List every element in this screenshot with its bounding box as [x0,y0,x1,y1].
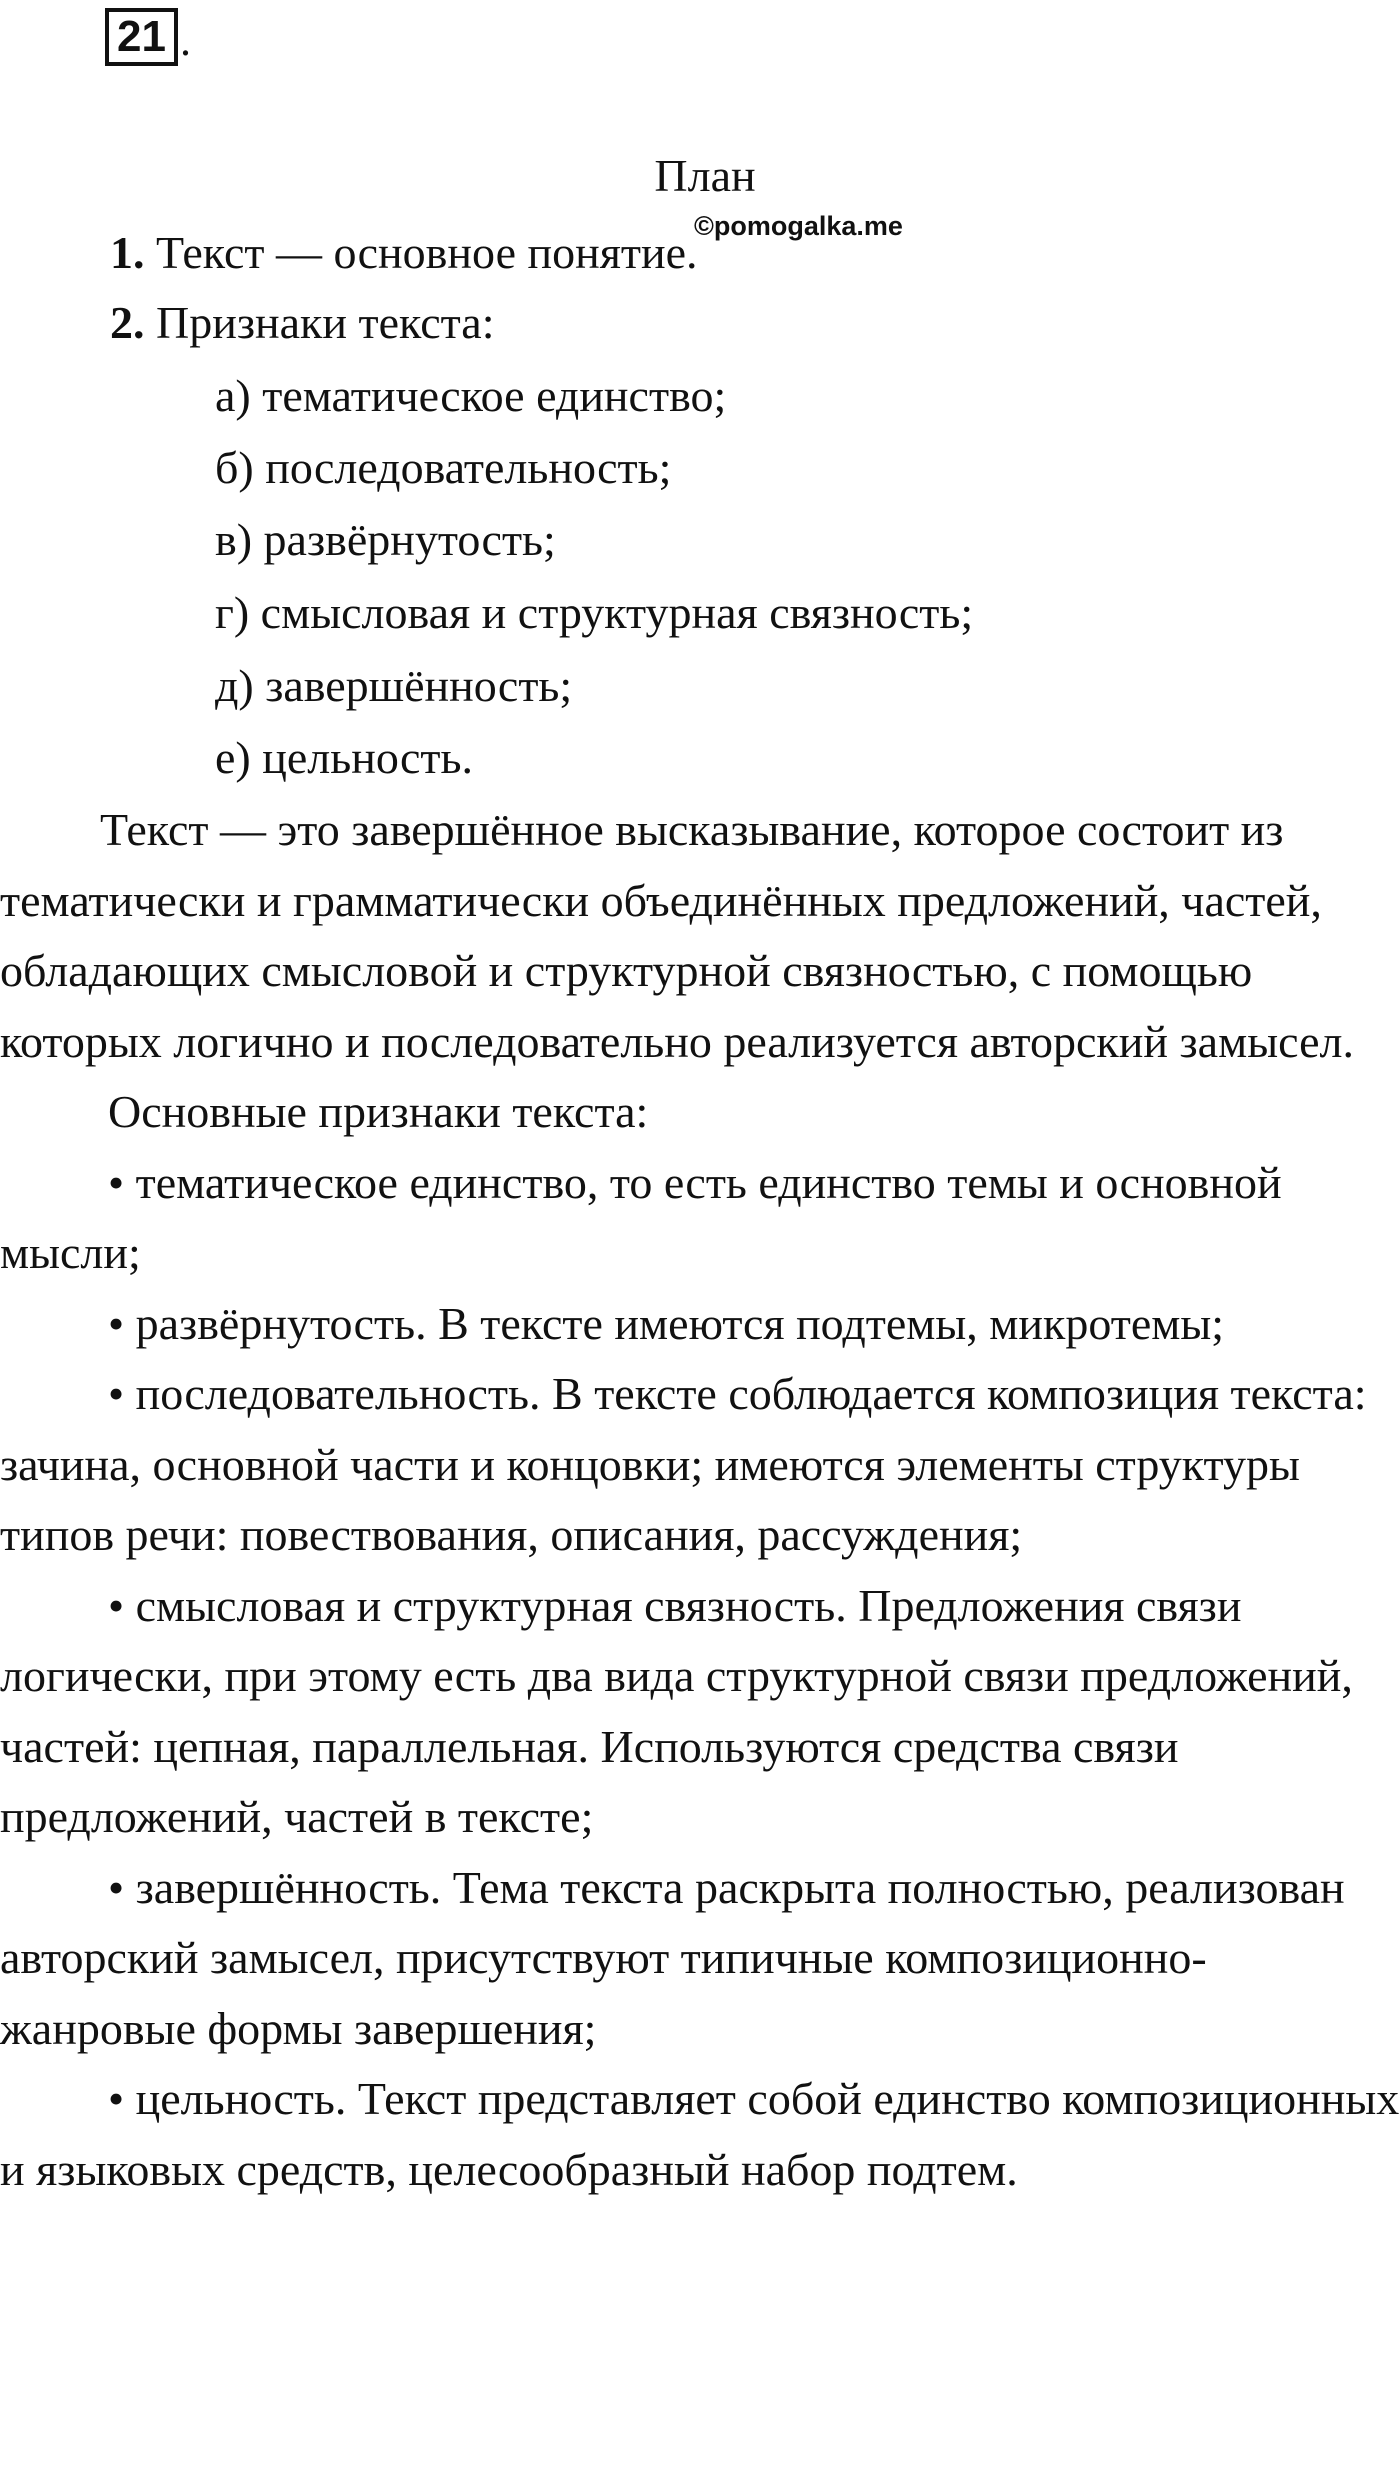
plan-subitem-b: б) последовательность; [215,442,672,493]
paragraph-sign-unity: • тематическое единство, то есть единство темы и основной мысли; [0,1156,1282,1278]
paragraph-sign-completeness: • завершённость. Тема текста раскрыта полностью, реализован авторский замысел, присутствуют типичные композиционно-жанровые формы завершения; [0,1861,1345,2054]
paragraph-main-signs: Основные признаки текста: [108,1086,649,1137]
plan-item-2 [110,295,495,351]
plan-item-text: Текст — основное понятие. [144,227,698,278]
plan-title: План [654,150,756,201]
plan-subitem-a: а) тематическое единство; [215,370,727,421]
plan-item-text: Признаки текста: [144,297,495,348]
watermark: ©pomogalka.me [694,211,903,241]
paragraph-definition: Текст — это завершённое высказывание, которое состоит из тематически и грамматически объединённых предложений, частей, обладающих смысловой и структурной связностью, с помощью которых логично и последовательно реализуется авторский замысел. [0,804,1354,1067]
paragraph-sign-coherence: • смысловая и структурная связность. Предложения связи логически, при этому есть два вида структурной связи предложений, частей: цепная, параллельная. Используются средства связи предложений, частей в тексте; [0,1579,1353,1842]
plan-item-number: 1. [110,227,145,278]
paragraph-sign-integrity: • цельность. Текст представляет собой единство композиционных и языковых средств, целесообразный набор подтем. [0,2073,1400,2195]
plan-subitem-c: в) развёрнутость; [215,514,556,565]
plan-subitem-e: д) завершённость; [215,660,573,711]
plan-subitem-d: г) смысловая и структурная связность; [215,587,974,638]
paragraph-sign-expansion: • развёрнутость. В тексте имеются подтемы, микротемы; [108,1297,1225,1349]
task-number-dot: . [179,16,191,65]
plan-item-number: 2. [110,297,145,348]
body-text [0,795,1400,2205]
plan-subitem-f: е) цельность. [215,732,473,783]
task-number-box: 21 [105,8,178,66]
plan-item-1 [110,225,698,281]
task-number [105,8,191,66]
paragraph-sign-sequence: • последовательность. В тексте соблюдается композиция текста: зачина, основной части и концовки; имеются элементы структуры типов речи: повествования, описания, рассуждения; [0,1368,1367,1560]
